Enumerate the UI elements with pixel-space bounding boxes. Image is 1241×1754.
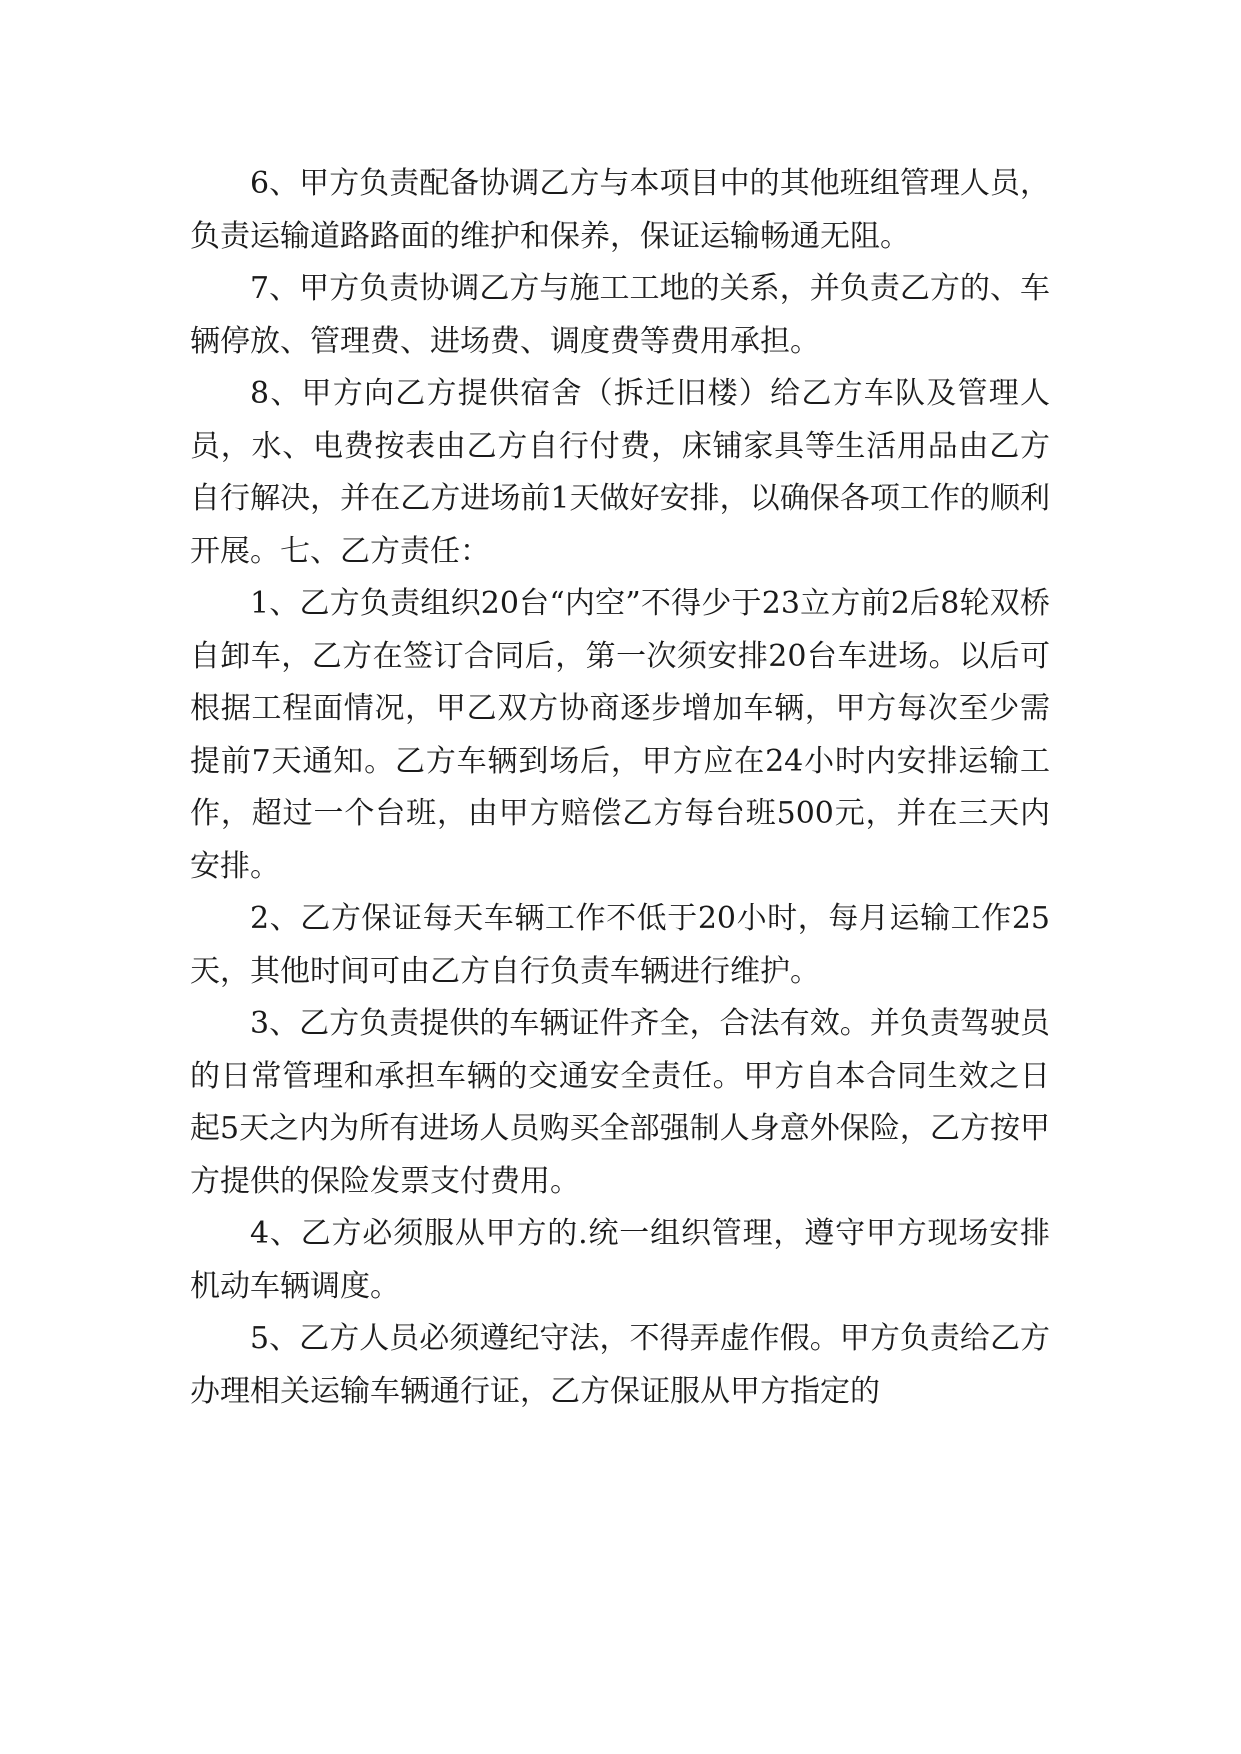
paragraph-7: 7、甲方负责协调乙方与施工工地的关系，并负责乙方的、车辆停放、管理费、进场费、调度费等费用承担。 <box>190 271 1050 359</box>
paragraph-8: 8、甲方向乙方提供宿舍（拆迁旧楼）给乙方车队及管理人员，水、电费按表由乙方自行付费，床铺家具等生活用品由乙方自行解决，并在乙方进场前1天做好安排，以确保各项工作的顺利开展。七、乙方责任： <box>190 376 1050 569</box>
paragraph-4: 4、乙方必须服从甲方的.统一组织管理，遵守甲方现场安排机动车辆调度。 <box>190 1216 1050 1304</box>
document-body <box>190 158 1050 1418</box>
paragraph-6: 6、甲方负责配备协调乙方与本项目中的其他班组管理人员，负责运输道路路面的维护和保养，保证运输畅通无阻。 <box>190 166 1050 254</box>
paragraph-5: 5、乙方人员必须遵纪守法，不得弄虚作假。甲方负责给乙方办理相关运输车辆通行证，乙方保证服从甲方指定的 <box>190 1321 1050 1409</box>
paragraph-1: 1、乙方负责组织20台“内空”不得少于23立方前2后8轮双桥自卸车，乙方在签订合同后，第一次须安排20台车进场。以后可根据工程面情况，甲乙双方协商逐步增加车辆，甲方每次至少需提前7天通知。乙方车辆到场后，甲方应在24小时内安排运输工作，超过一个台班，由甲方赔偿乙方每台班500元，并在三天内安排。 <box>190 586 1050 884</box>
paragraph-3: 3、乙方负责提供的车辆证件齐全，合法有效。并负责驾驶员的日常管理和承担车辆的交通安全责任。甲方自本合同生效之日起5天之内为所有进场人员购买全部强制人身意外保险，乙方按甲方提供的保险发票支付费用。 <box>190 1006 1050 1199</box>
paragraph-2: 2、乙方保证每天车辆工作不低于20小时，每月运输工作25天，其他时间可由乙方自行负责车辆进行维护。 <box>190 901 1050 989</box>
